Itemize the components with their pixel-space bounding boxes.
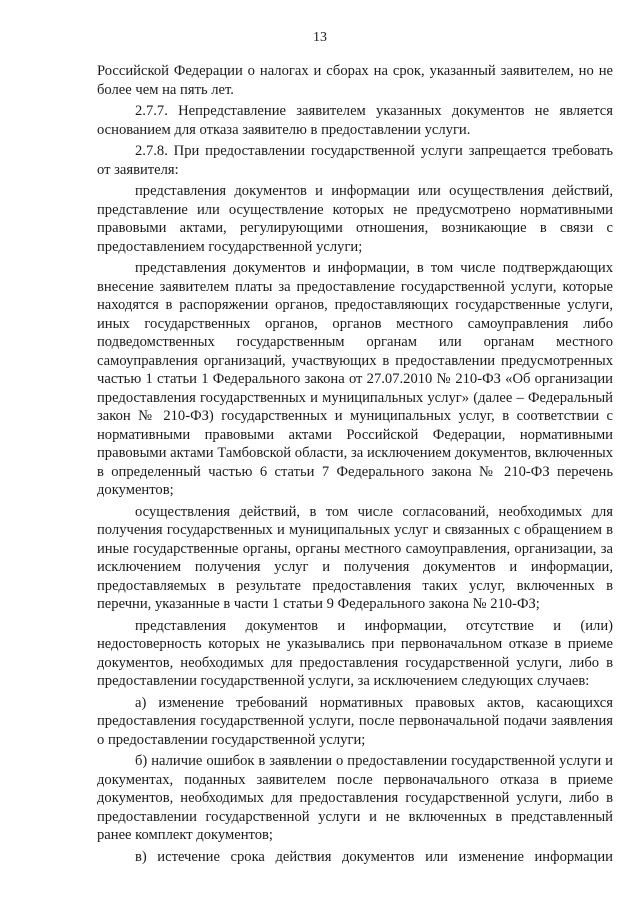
page-number: 13 xyxy=(313,30,327,45)
paragraph-requirement-1: представления документов и информации или осуществления действий, представление или осуществление которых не предусмотрено нормативными правовыми актами, регулирующими отношения, возникающие в связи с предоставлением государственной услуги; xyxy=(97,183,613,255)
paragraph-requirement-4: представления документов и информации, отсутствие и (или) недостоверность которых не указывались при первоначальном отказе в приеме документов, необходимых для предоставления государственной услуги, либо в предоставлении государственной услуги, за исключением следующих случаев: xyxy=(97,617,613,689)
paragraph-case-b: б) наличие ошибок в заявлении о предоставлении государственной услуги и документах, поданных заявителем после первоначального отказа в приеме документов, необходимых для предоставления государственной услуги, либо в предоставлении государственной услуги и не включенных в представленный ранее комплект документов; xyxy=(97,753,613,843)
document-body xyxy=(97,62,613,869)
paragraph-case-a: а) изменение требований нормативных правовых актов, касающихся предоставления государственной услуги, после первоначальной подачи заявления о предоставлении государственной услуги; xyxy=(97,694,613,748)
paragraph-continuation: Российской Федерации о налогах и сборах на срок, указанный заявителем, но не более чем на пять лет. xyxy=(97,63,613,98)
paragraph-requirement-2: представления документов и информации, в том числе подтверждающих внесение заявителем платы за предоставление государственной услуги, которые находятся в распоряжении органов, предоставляющих государственные услуги, иных государственных органов, органов местного самоуправления либо подведомственных государственным органам или органам местного самоуправления организаций, участвующих в предоставлении предусмотренных частью 1 статьи 1 Федерального закона от 27.07.2010 № 210-ФЗ «Об организации предоставления государственных и муниципальных услуг» (далее – Федеральный закон № 210-ФЗ) государственных и муниципальных услуг, в соответствии с нормативными правовыми актами Российской Федерации, нормативными правовыми актами Тамбовской области, за исключением документов, включенных в определенный частью 6 статьи 7 Федерального закона № 210-ФЗ перечень документов; xyxy=(97,260,613,498)
paragraph-case-v: в) истечение срока действия документов или изменение информации xyxy=(135,848,613,865)
paragraph-2-7-7: 2.7.7. Непредставление заявителем указанных документов не является основанием для отказа заявителю в предоставлении услуги. xyxy=(97,103,613,138)
paragraph-2-7-8: 2.7.8. При предоставлении государственной услуги запрещается требовать от заявителя: xyxy=(97,143,613,178)
paragraph-requirement-3: осуществления действий, в том числе согласований, необходимых для получения государственных и муниципальных услуг и связанных с обращением в иные государственные органы, органы местного самоуправления, организации, за исключением получения услуг и получения документов и информации, предоставляемых в результате предоставления таких услуг, включенных в перечни, указанные в части 1 статьи 9 Федерального закона № 210-ФЗ; xyxy=(97,503,613,612)
